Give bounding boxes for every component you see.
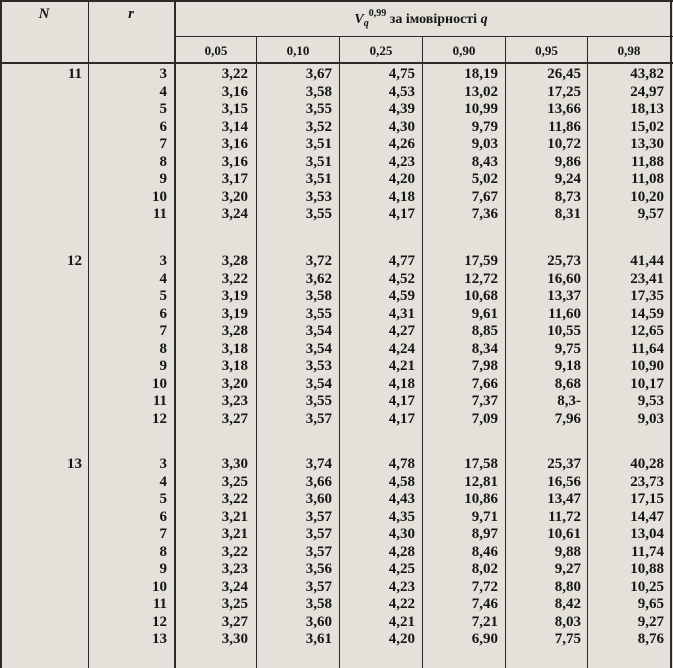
table-cell: 9,61 <box>471 305 498 322</box>
table-cell: 4,52 <box>388 270 415 287</box>
table-row <box>0 596 673 613</box>
table-cell: 3,19 <box>221 288 248 304</box>
table-row <box>0 189 673 206</box>
table-cell: 43,82 <box>630 66 664 82</box>
table-title <box>175 8 667 34</box>
r-value: 9 <box>159 171 167 187</box>
table-cell: 9,18 <box>554 358 581 374</box>
table-row <box>0 411 673 428</box>
table-row <box>0 491 673 508</box>
table-cell: 10,61 <box>547 526 581 542</box>
table-cell: 16,56 <box>547 473 581 490</box>
table-row <box>0 171 673 188</box>
table-cell: 4,39 <box>388 101 415 117</box>
table-cell: 11,72 <box>548 508 581 525</box>
table-cell: 3,57 <box>305 578 332 595</box>
table-cell: 14,59 <box>630 305 664 322</box>
table-cell: 3,51 <box>305 171 332 187</box>
table-cell: 5,02 <box>471 171 498 187</box>
table-row <box>0 206 673 223</box>
r-value: 13 <box>152 631 167 647</box>
table-row <box>0 376 673 393</box>
table-cell: 17,35 <box>630 288 664 304</box>
table-cell: 12,81 <box>464 473 498 490</box>
table-cell: 4,27 <box>388 323 415 339</box>
table-row <box>0 393 673 410</box>
table-cell: 9,27 <box>554 561 581 577</box>
table-cell: 3,25 <box>221 596 248 612</box>
table-cell: 3,24 <box>221 578 248 595</box>
table-cell: 13,47 <box>547 491 581 507</box>
table-cell: 4,28 <box>388 543 415 560</box>
table-cell: 3,30 <box>221 631 248 647</box>
table-cell: 4,25 <box>388 561 415 577</box>
table-cell: 10,20 <box>630 188 664 205</box>
table-cell: 3,54 <box>305 340 332 357</box>
table-row <box>0 341 673 358</box>
table-cell: 9,75 <box>554 340 581 357</box>
table-cell: 9,53 <box>637 393 664 409</box>
table-cell: 23,73 <box>630 473 664 490</box>
table-cell: 11,88 <box>631 153 664 170</box>
table-cell: 3,58 <box>305 83 332 100</box>
table-row <box>0 119 673 136</box>
table-cell: 3,16 <box>221 136 248 152</box>
table-cell: 3,21 <box>221 508 248 525</box>
table-cell: 10,55 <box>547 323 581 339</box>
r-value: 5 <box>159 288 167 304</box>
table-cell: 4,23 <box>388 578 415 595</box>
table-cell: 3,22 <box>221 543 248 560</box>
table-cell: 8,02 <box>471 561 498 577</box>
table-cell: 3,60 <box>305 491 332 507</box>
table-row <box>0 614 673 631</box>
table-cell: 3,51 <box>305 153 332 170</box>
table-cell: 3,62 <box>305 270 332 287</box>
q-header: 0,25 <box>369 43 393 58</box>
table-cell: 40,28 <box>630 456 664 472</box>
title-q: q <box>480 12 488 27</box>
table-cell: 3,20 <box>221 375 248 392</box>
table-cell: 3,51 <box>305 136 332 152</box>
table-row <box>0 66 673 83</box>
table-cell: 8,34 <box>471 340 498 357</box>
table-cell: 11,64 <box>631 340 664 357</box>
q-header: 0,10 <box>286 43 310 58</box>
table-cell: 25,73 <box>547 253 581 269</box>
r-value: 11 <box>152 393 167 409</box>
table-cell: 3,27 <box>221 613 248 630</box>
table-cell: 7,36 <box>471 206 498 222</box>
table-cell: 4,21 <box>388 358 415 374</box>
table-cell: 3,54 <box>305 375 332 392</box>
group-n-value: 11 <box>67 66 82 82</box>
table-cell: 9,24 <box>554 171 581 187</box>
group-n-value: 13 <box>67 456 82 472</box>
r-value: 8 <box>159 543 167 560</box>
table-cell: 4,30 <box>388 526 415 542</box>
table-cell: 3,54 <box>305 323 332 339</box>
table-cell: 8,85 <box>471 323 498 339</box>
table-cell: 4,26 <box>388 136 415 152</box>
table-cell: 10,99 <box>464 101 498 117</box>
q-header: 0,95 <box>535 43 558 58</box>
table-cell: 4,59 <box>388 288 415 304</box>
table-row <box>0 509 673 526</box>
table-cell: 8,03 <box>554 613 581 630</box>
table-cell: 3,72 <box>305 253 332 269</box>
table-cell: 24,97 <box>630 83 664 100</box>
table-row <box>0 561 673 578</box>
table-cell: 11,86 <box>548 118 581 135</box>
table-row <box>0 474 673 491</box>
table-row <box>0 101 673 118</box>
table-cell: 9,27 <box>637 613 664 630</box>
table-cell: 13,66 <box>547 101 581 117</box>
table-cell: 17,25 <box>547 83 581 100</box>
table-row <box>0 544 673 561</box>
table-cell: 10,88 <box>630 561 664 577</box>
column-header-r: r <box>128 6 134 22</box>
r-value: 11 <box>152 596 167 612</box>
r-value: 9 <box>159 561 167 577</box>
table-row <box>0 456 673 473</box>
table-cell: 8,80 <box>554 578 581 595</box>
title-v: V <box>354 12 364 27</box>
table-cell: 7,37 <box>471 393 498 409</box>
r-value: 11 <box>152 206 167 222</box>
table-cell: 3,55 <box>305 305 332 322</box>
table-cell: 3,27 <box>221 410 248 427</box>
table-cell: 14,47 <box>630 508 664 525</box>
table-cell: 3,30 <box>221 456 248 472</box>
table-cell: 4,75 <box>388 66 415 82</box>
table-cell: 4,17 <box>388 410 415 427</box>
table-cell: 7,75 <box>554 631 581 647</box>
r-value: 3 <box>159 66 167 82</box>
table-cell: 4,58 <box>388 473 415 490</box>
r-value: 12 <box>152 613 167 630</box>
table-cell: 9,86 <box>554 153 581 170</box>
table-cell: 3,14 <box>221 118 248 135</box>
table-cell: 8,76 <box>637 631 664 647</box>
table-cell: 11,60 <box>548 305 581 322</box>
table-cell: 4,23 <box>388 153 415 170</box>
table-cell: 8,97 <box>471 526 498 542</box>
table-cell: 3,19 <box>221 305 248 322</box>
r-value: 7 <box>159 323 167 339</box>
table-cell: 7,21 <box>471 613 498 630</box>
table-cell: 3,15 <box>221 101 248 117</box>
table-cell: 4,17 <box>388 393 415 409</box>
table-cell: 8,73 <box>554 188 581 205</box>
table-cell: 3,18 <box>221 340 248 357</box>
table-cell: 11,74 <box>631 543 664 560</box>
table-cell: 7,72 <box>471 578 498 595</box>
table-cell: 9,71 <box>471 508 498 525</box>
table-cell: 18,13 <box>630 101 664 117</box>
table-row <box>0 288 673 305</box>
table-cell: 41,44 <box>630 253 664 269</box>
table-cell: 9,65 <box>637 596 664 612</box>
table-row <box>0 631 673 648</box>
table-cell: 17,59 <box>464 253 498 269</box>
table-cell: 3,67 <box>305 66 332 82</box>
table-cell: 3,55 <box>305 393 332 409</box>
r-value: 8 <box>159 340 167 357</box>
table-cell: 3,57 <box>305 508 332 525</box>
table-cell: 4,21 <box>388 613 415 630</box>
r-value: 5 <box>159 101 167 117</box>
table-cell: 4,78 <box>388 456 415 472</box>
table-cell: 3,57 <box>305 410 332 427</box>
table-cell: 18,19 <box>464 66 498 82</box>
table-cell: 9,88 <box>554 543 581 560</box>
table-cell: 3,60 <box>305 613 332 630</box>
title-superscript: 0,99 <box>368 8 387 19</box>
q-header: 0,90 <box>452 43 476 58</box>
table-cell: 8,42 <box>554 596 581 612</box>
table-cell: 4,43 <box>388 491 415 507</box>
table-cell: 4,17 <box>388 206 415 222</box>
table-cell: 8,3- <box>557 393 581 409</box>
table-cell: 9,03 <box>637 410 664 427</box>
table-cell: 3,61 <box>305 631 332 647</box>
table-cell: 10,68 <box>464 288 498 304</box>
r-value: 4 <box>159 473 167 490</box>
r-value: 6 <box>159 508 167 525</box>
group-n-value: 12 <box>67 253 82 269</box>
table-cell: 3,17 <box>221 171 248 187</box>
table-cell: 3,23 <box>221 561 248 577</box>
table-cell: 3,57 <box>305 526 332 542</box>
table-cell: 3,28 <box>221 323 248 339</box>
r-value: 6 <box>159 305 167 322</box>
table-cell: 3,55 <box>305 101 332 117</box>
r-value: 6 <box>159 118 167 135</box>
table-cell: 3,55 <box>305 206 332 222</box>
table-cell: 3,57 <box>305 543 332 560</box>
r-value: 10 <box>152 375 167 392</box>
table-cell: 8,43 <box>471 153 498 170</box>
table-cell: 16,60 <box>547 270 581 287</box>
table-cell: 4,77 <box>388 253 415 269</box>
table-cell: 10,86 <box>464 491 498 507</box>
table-cell: 8,68 <box>554 375 581 392</box>
table-cell: 3,25 <box>221 473 248 490</box>
q-header: 0,98 <box>617 43 641 58</box>
table-cell: 3,53 <box>305 188 332 205</box>
table-cell: 3,16 <box>221 83 248 100</box>
table-row <box>0 253 673 270</box>
table-cell: 17,15 <box>630 491 664 507</box>
r-value: 3 <box>159 253 167 269</box>
table-row <box>0 323 673 340</box>
table-cell: 3,66 <box>305 473 332 490</box>
table-cell: 3,53 <box>305 358 332 374</box>
table-cell: 3,21 <box>221 526 248 542</box>
r-value: 7 <box>159 526 167 542</box>
table-cell: 3,22 <box>221 491 248 507</box>
table-cell: 4,22 <box>388 596 415 612</box>
table-cell: 3,24 <box>221 206 248 222</box>
table-cell: 8,31 <box>554 206 581 222</box>
table-cell: 4,24 <box>388 340 415 357</box>
table-cell: 4,31 <box>388 305 415 322</box>
r-value: 9 <box>159 358 167 374</box>
r-value: 7 <box>159 136 167 152</box>
title-subscript: q <box>363 18 369 29</box>
table-row <box>0 271 673 288</box>
table-cell: 26,45 <box>547 66 581 82</box>
table-row <box>0 154 673 171</box>
table-cell: 9,03 <box>471 136 498 152</box>
table-cell: 7,98 <box>471 358 498 374</box>
r-value: 4 <box>159 83 167 100</box>
table-cell: 10,25 <box>630 578 664 595</box>
table-cell: 3,56 <box>305 561 332 577</box>
r-value: 10 <box>152 188 167 205</box>
r-value: 8 <box>159 153 167 170</box>
table-cell: 12,65 <box>630 323 664 339</box>
table-cell: 13,02 <box>464 83 498 100</box>
r-value: 12 <box>152 410 167 427</box>
table-cell: 3,22 <box>221 270 248 287</box>
table-row <box>0 579 673 596</box>
table-cell: 3,58 <box>305 596 332 612</box>
table-cell: 15,02 <box>630 118 664 135</box>
table-cell: 4,20 <box>388 631 415 647</box>
table-cell: 10,90 <box>630 358 664 374</box>
q-header: 0,05 <box>204 43 228 58</box>
table-cell: 12,72 <box>464 270 498 287</box>
table-cell: 8,46 <box>471 543 498 560</box>
table-cell: 7,09 <box>471 410 498 427</box>
table-cell: 9,57 <box>637 206 664 222</box>
table-cell: 7,67 <box>471 188 498 205</box>
column-header-n: N <box>38 6 50 22</box>
table-cell: 3,22 <box>221 66 248 82</box>
table-cell: 4,53 <box>388 83 415 100</box>
table-cell: 10,72 <box>547 136 581 152</box>
table-row <box>0 526 673 543</box>
table-cell: 13,04 <box>630 526 664 542</box>
table-row <box>0 358 673 375</box>
table-cell: 4,35 <box>388 508 415 525</box>
r-value: 5 <box>159 491 167 507</box>
title-text: за імовірності <box>389 12 478 27</box>
table-cell: 23,41 <box>630 270 664 287</box>
table-row <box>0 136 673 153</box>
r-value: 10 <box>152 578 167 595</box>
table-cell: 7,66 <box>471 375 498 392</box>
table-cell: 3,28 <box>221 253 248 269</box>
table-cell: 13,37 <box>547 288 581 304</box>
table-cell: 11,08 <box>631 171 664 187</box>
table-cell: 4,30 <box>388 118 415 135</box>
table-cell: 4,18 <box>388 188 415 205</box>
table-cell: 6,90 <box>471 631 498 647</box>
r-value: 3 <box>159 456 167 472</box>
table-cell: 3,20 <box>221 188 248 205</box>
table-cell: 3,16 <box>221 153 248 170</box>
table-cell: 3,58 <box>305 288 332 304</box>
table-row <box>0 84 673 101</box>
table-cell: 4,18 <box>388 375 415 392</box>
table-cell: 7,96 <box>554 410 581 427</box>
r-value: 4 <box>159 270 167 287</box>
table-cell: 9,79 <box>471 118 498 135</box>
table-cell: 25,37 <box>547 456 581 472</box>
table-cell: 3,18 <box>221 358 248 374</box>
table-cell: 3,23 <box>221 393 248 409</box>
table-cell: 4,20 <box>388 171 415 187</box>
table-cell: 3,52 <box>305 118 332 135</box>
table-row <box>0 306 673 323</box>
table-cell: 3,74 <box>305 456 332 472</box>
table-cell: 7,46 <box>471 596 498 612</box>
table-cell: 10,17 <box>630 375 664 392</box>
table-cell: 13,30 <box>630 136 664 152</box>
table-cell: 17,58 <box>464 456 498 472</box>
